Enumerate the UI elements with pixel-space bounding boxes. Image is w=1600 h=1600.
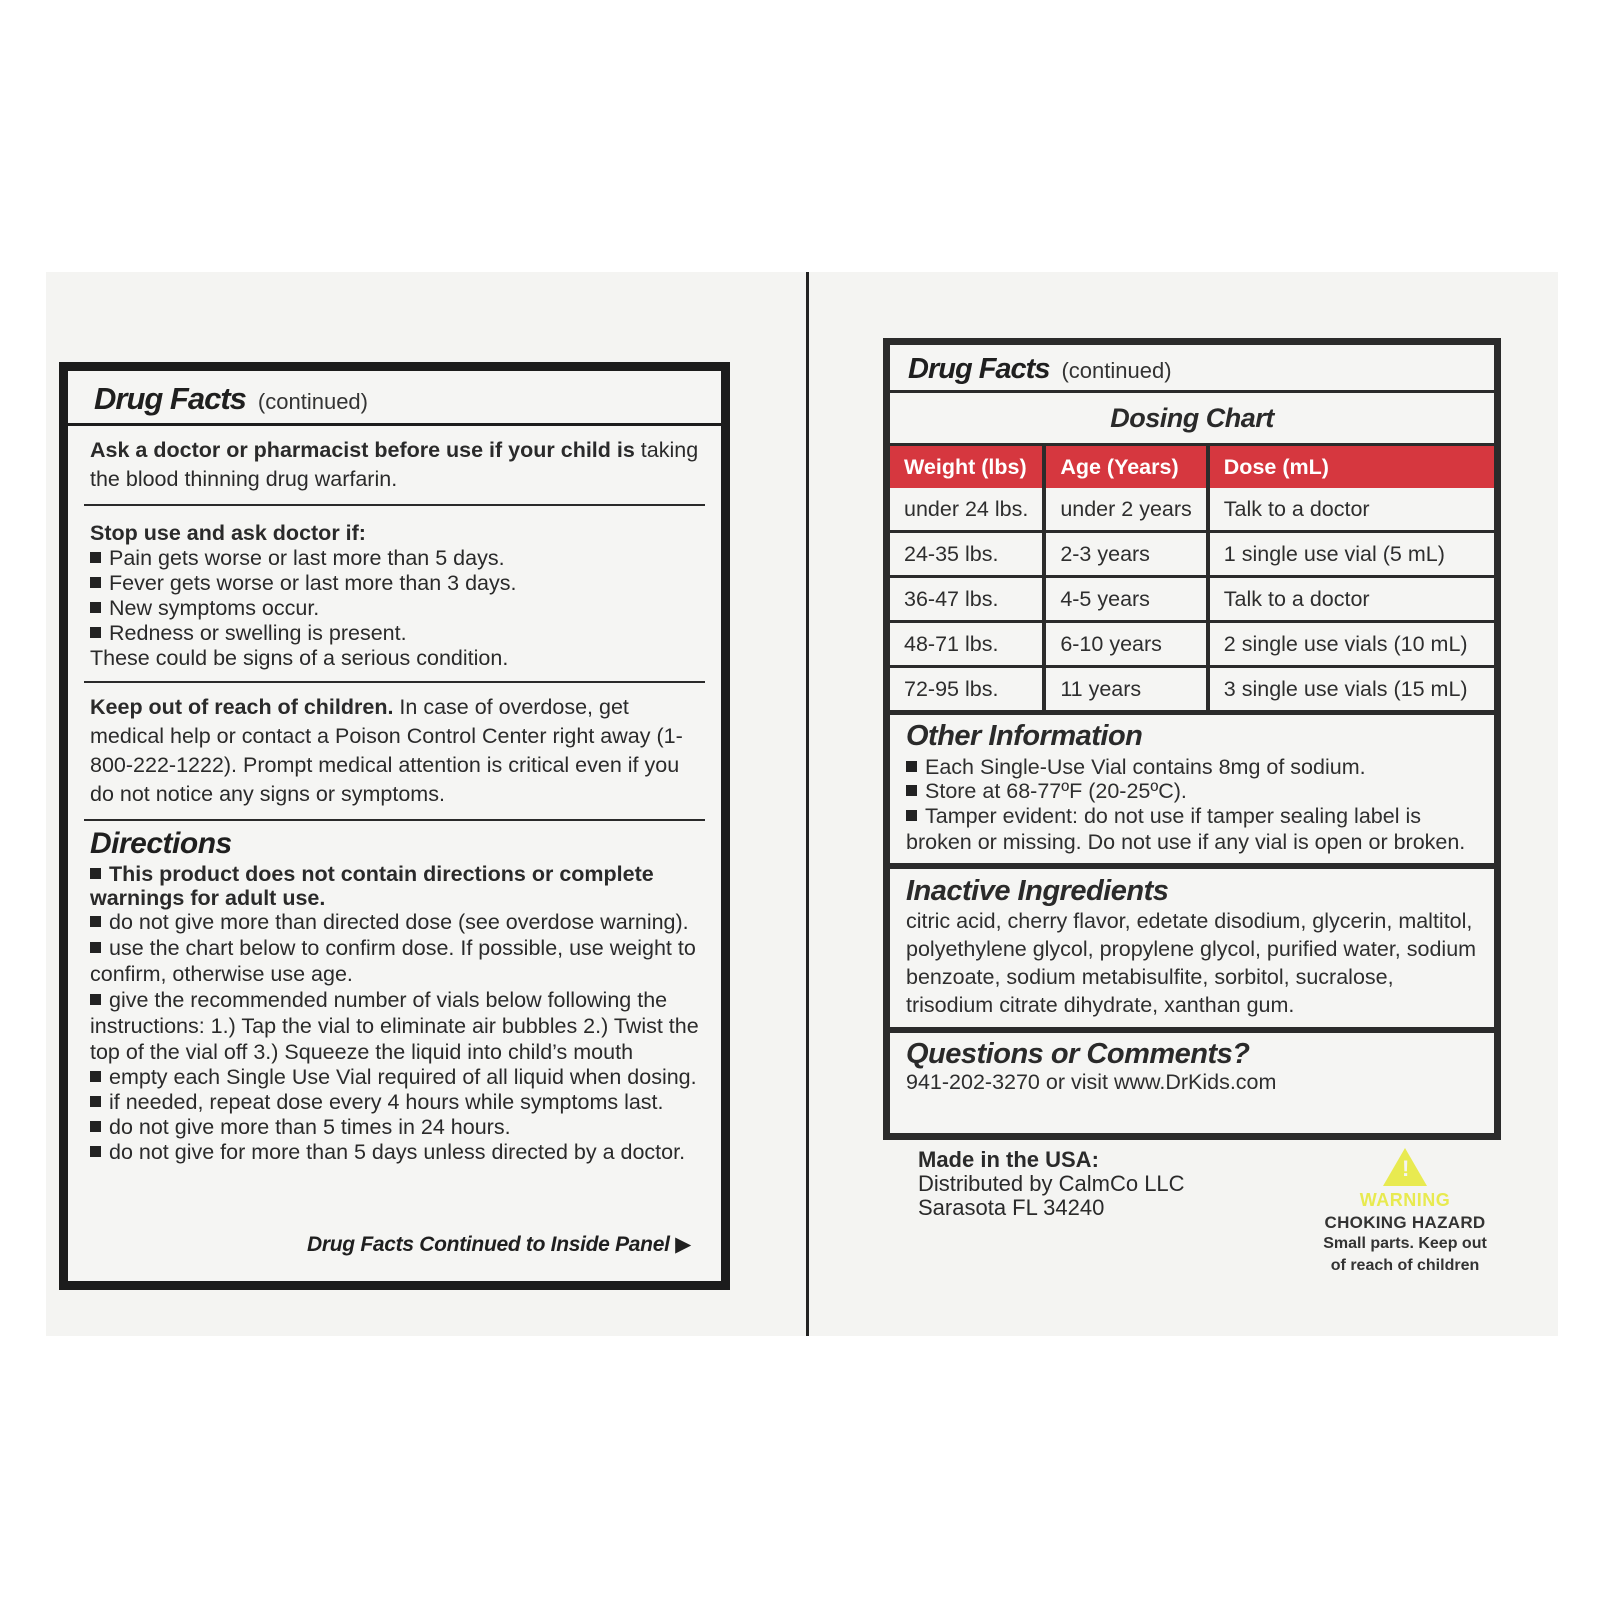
- stop-use-section: [84, 506, 705, 683]
- column-header-dose: Dose (mL): [1208, 445, 1494, 489]
- table-row: [890, 532, 1494, 577]
- keep-out-section: [84, 683, 705, 821]
- inactive-ingredients-text: citric acid, cherry flavor, edetate disodium, glycerin, maltitol, polyethylene glycol, propylene glycol, purified water, sodium benzoate, sodium metabisulfite, sorbitol, sucralose, trisodium citrate dihydrate, xanthan gum.: [906, 909, 1477, 1017]
- bullet-square-icon: [90, 577, 101, 588]
- drug-facts-panel-right: [883, 338, 1501, 1140]
- table-cell: 6-10 years: [1044, 622, 1207, 667]
- inactive-ingredients-heading: Inactive Ingredients: [906, 875, 1169, 907]
- stop-use-heading: Stop use and ask doctor if:: [90, 521, 366, 545]
- table-cell: 1 single use vial (5 mL): [1208, 532, 1494, 577]
- keep-out-text: In case of overdose, get medical help or contact a Poison Control Center right away (1-800-222-1222). Prompt medical attention is critical even if you do not notice any signs or symptoms.: [90, 695, 683, 806]
- table-row: [890, 667, 1494, 713]
- address-line: Sarasota FL 34240: [918, 1195, 1105, 1220]
- list-item: Store at 68-77ºF (20-25ºC).: [906, 779, 1478, 803]
- table-cell: 2 single use vials (10 mL): [1208, 622, 1494, 667]
- bullet-square-icon: [90, 1146, 101, 1157]
- bullet-square-icon: [90, 916, 101, 927]
- made-in-heading: Made in the USA:: [918, 1147, 1099, 1172]
- warning-line-2: of reach of children: [1330, 1257, 1480, 1274]
- list-item: give the recommended number of vials below following the instructions: 1.) Tap the vial to eliminate air bubbles 2.) Twist the top of the vial off 3.) Squeeze the liquid into child’s mouth: [90, 988, 699, 1064]
- table-row: [890, 488, 1494, 532]
- column-header-weight: Weight (lbs): [890, 445, 1044, 489]
- bullet-square-icon: [90, 1071, 101, 1082]
- choking-hazard-warning: [1310, 1148, 1500, 1277]
- list-item: Pain gets worse or last more than 5 days.: [90, 546, 699, 571]
- table-cell: 72-95 lbs.: [890, 667, 1044, 713]
- ask-doctor-lead: Ask a doctor or pharmacist before use if your child is: [90, 438, 635, 462]
- fold-line: [806, 272, 809, 1336]
- table-cell: 11 years: [1044, 667, 1207, 713]
- list-item: do not give for more than 5 days unless directed by a doctor.: [90, 1140, 699, 1165]
- list-item: do not give more than 5 times in 24 hours.: [90, 1115, 699, 1140]
- drug-facts-header-right: [890, 345, 1494, 393]
- bullet-square-icon: [90, 552, 101, 563]
- ask-doctor-text: taking the blood thinning drug warfarin.: [90, 438, 699, 491]
- list-item: Tamper evident: do not use if tamper sealing label is broken or missing. Do not use if any vial is open or broken.: [906, 804, 1466, 854]
- ask-doctor-section: [84, 426, 705, 506]
- table-cell: 24-35 lbs.: [890, 532, 1044, 577]
- bullet-square-icon: [90, 1121, 101, 1132]
- manufacturer-info: [918, 1148, 1185, 1220]
- dosing-chart-table: [890, 443, 1494, 715]
- table-cell: 3 single use vials (15 mL): [1208, 667, 1494, 713]
- bullet-square-icon: [906, 785, 917, 796]
- list-item: New symptoms occur.: [90, 596, 699, 621]
- list-item: use the chart below to confirm dose. If possible, use weight to confirm, otherwise use age.: [90, 936, 696, 986]
- drug-facts-title-right: Drug Facts: [908, 353, 1050, 385]
- list-item: This product does not contain directions or complete warnings for adult use.: [90, 862, 654, 910]
- bullet-square-icon: [906, 810, 917, 821]
- warning-word: WARNING: [1359, 1190, 1451, 1210]
- list-item: empty each Single Use Vial required of all liquid when dosing.: [90, 1065, 699, 1090]
- table-cell: Talk to a doctor: [1208, 488, 1494, 532]
- directions-heading: Directions: [90, 827, 232, 860]
- stop-use-note: These could be signs of a serious condition.: [90, 646, 509, 670]
- questions-heading: Questions or Comments?: [906, 1038, 1250, 1070]
- list-item: do not give more than directed dose (see overdose warning).: [90, 910, 699, 935]
- bullet-square-icon: [90, 602, 101, 613]
- bullet-square-icon: [906, 761, 917, 772]
- other-information-section: [890, 715, 1494, 869]
- questions-contact: 941-202-3270 or visit www.DrKids.com: [906, 1070, 1277, 1094]
- table-cell: 2-3 years: [1044, 532, 1207, 577]
- bullet-square-icon: [90, 942, 101, 953]
- table-cell: 48-71 lbs.: [890, 622, 1044, 667]
- warning-line-1: Small parts. Keep out: [1323, 1235, 1487, 1252]
- bullet-square-icon: [90, 868, 101, 879]
- inactive-ingredients-section: [890, 869, 1494, 1033]
- bullet-square-icon: [90, 627, 101, 638]
- bullet-square-icon: [90, 994, 101, 1005]
- table-cell: 4-5 years: [1044, 577, 1207, 622]
- continued-to-inside-note: Drug Facts Continued to Inside Panel ▶: [307, 1233, 691, 1256]
- table-cell: under 2 years: [1044, 488, 1207, 532]
- table-row: [890, 622, 1494, 667]
- questions-section: [890, 1033, 1494, 1103]
- drug-facts-panel-left: [59, 362, 730, 1290]
- bullet-square-icon: [90, 1096, 101, 1107]
- other-information-heading: Other Information: [906, 720, 1143, 752]
- table-cell: under 24 lbs.: [890, 488, 1044, 532]
- list-item: Each Single-Use Vial contains 8mg of sodium.: [906, 755, 1478, 779]
- warning-triangle-icon: !: [1383, 1148, 1427, 1186]
- list-item: Fever gets worse or last more than 3 days.: [90, 571, 699, 596]
- choking-hazard-label: CHOKING HAZARD: [1324, 1213, 1486, 1232]
- distributor-line: Distributed by CalmCo LLC: [918, 1171, 1185, 1196]
- table-row: [890, 577, 1494, 622]
- continued-label-right: (continued): [1061, 358, 1172, 383]
- keep-out-lead: Keep out of reach of children.: [90, 695, 394, 719]
- table-cell: 36-47 lbs.: [890, 577, 1044, 622]
- dosing-chart-title: Dosing Chart: [1110, 403, 1274, 433]
- table-header-row: [890, 445, 1494, 489]
- column-header-age: Age (Years): [1044, 445, 1207, 489]
- continued-label: (continued): [257, 389, 368, 414]
- list-item: Redness or swelling is present.: [90, 621, 699, 646]
- drug-facts-title: Drug Facts: [94, 381, 246, 416]
- directions-section: [84, 821, 705, 1175]
- table-cell: Talk to a doctor: [1208, 577, 1494, 622]
- list-item: if needed, repeat dose every 4 hours while symptoms last.: [90, 1090, 699, 1115]
- drug-facts-header: [68, 371, 721, 426]
